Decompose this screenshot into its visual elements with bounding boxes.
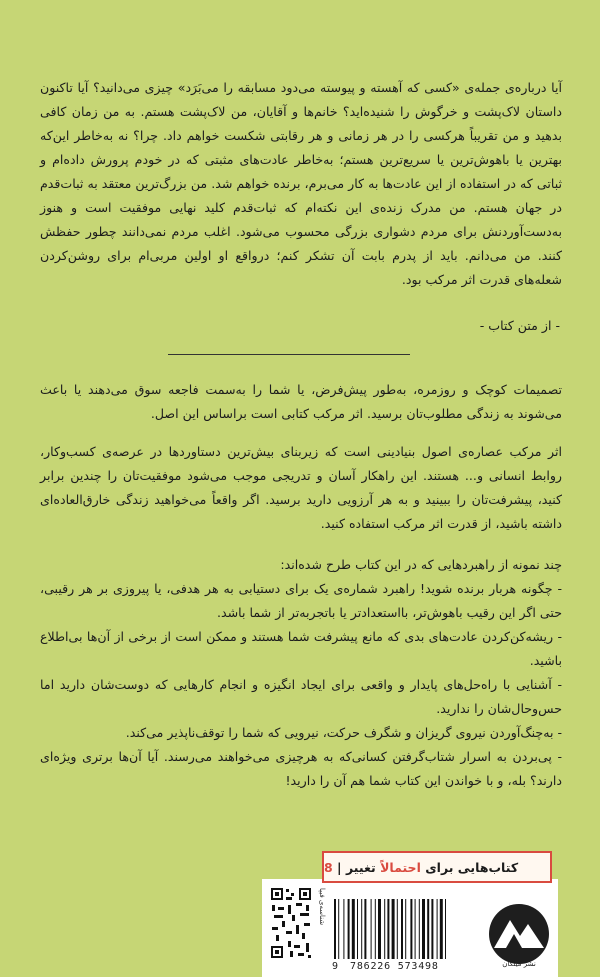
series-accent: احتمالاً — [380, 859, 421, 875]
excerpt-quote — [40, 76, 562, 292]
series-banner: کتاب‌هایی برای احتمالاً تغییر | 8 — [322, 851, 552, 883]
publisher-name: نشر میلکان — [502, 960, 536, 968]
list-item: - چگونه هربار برنده شوید! راهبرد شماره‌ی یک برای دستیابی به هر هدفی، یا پیروزی بر هر رقیبی، حتی اگر این رقیب باهوش‌تر، بااستعدادتر یا باتجربه‌تر از شما باشد. — [40, 581, 562, 620]
list-item: - پی‌بردن به اسرار شتاب‌گرفتن کسانی‌که به هرچیزی می‌خواهند می‌رسند. آیا آن‌ها برتری ویژه‌ای دارند؟ بله، و با خواندن این کتاب شما هم آن را دارید! — [40, 749, 562, 788]
excerpt-source: - از متن کتاب - — [479, 318, 560, 333]
excerpt-text: آیا درباره‌ی جمله‌ی «کسی که آهسته و پیوسته می‌دود مسابقه را می‌بَرَد» چیزی می‌دانید؟ آیا تاکنون داستان لاک‌پشت و خرگوش را شنیده‌اید؟ خانم‌ها و آقایان، من لاک‌پشت هستم. به من زمان کافی بدهید و من تقریباً هرکسی را در هر زمانی و هر رقابتی شکست خواهم داد. چرا؟ نه به‌خاطر این‌که بهترین یا باهوش‌ترین یا سریع‌ترین هستم؛ به‌خاطر عادت‌های مثبتی که در خودم پرورش داده‌ام و ثباتی که در استفاده از این عادت‌ها به کار می‌برم، برنده خواهم شد. من بزرگ‌ترین معتقد به ثبات‌قدم در جهان هستم. من مدرک زنده‌ی این نکته‌ام که ثبات‌قدم کلید نهایی موفقیت است و هنوز به‌دست‌آوردنش برای مردم دشواری بزرگی محسوب می‌شود. اغلب مردم نمی‌دانند چطور حفظش کنند. من می‌دانم. باید از پدرم بابت آن تشکر کنم؛ درواقع او اولین مربی‌ام برای روشن‌کردن شعله‌های قدرت اثر مرکب بود. — [40, 80, 562, 287]
series-number: 8 — [324, 859, 333, 875]
qr-caption: شناسه‌ی فیپا — [318, 888, 326, 926]
list-item: - ریشه‌کن‌کردن عادت‌های بدی که مانع پیشرفت شما هستند و ممکن است از برخی از آن‌ها بی‌اطلاع باشید. — [40, 629, 562, 668]
description-paragraph — [40, 440, 562, 536]
description-text: اثر مرکب عصاره‌ی اصول بنیادینی است که زیربنای بیش‌ترین دستاوردها در عرصه‌ی کسب‌وکار، روابط انسانی و... هستند. این راهکار آسان و تدریجی موجب می‌شود موفقیت‌تان را چندین برابر کنید، پیشرفت‌تان را ببینید و به هر آرزویی دارید برسید. اگر واقعاً می‌خواهید زندگی خارق‌العاده‌ای داشته باشید، از قدرت اثر مرکب استفاده کنید. — [40, 444, 562, 531]
intro-paragraph — [40, 378, 562, 426]
qr-code-icon — [268, 885, 314, 961]
strategies-list — [40, 553, 562, 793]
list-item: - آشنایی با راه‌حل‌های پایدار و واقعی برای ایجاد انگیزه و انجام کارهایی که دوست‌شان دارید اما حس‌وحال‌شان را ندارید. — [40, 677, 562, 716]
list-item: - به‌چنگ‌آوردن نیروی گریزان و شگرف حرکت، نیرویی که شما را توقف‌ناپذیر می‌کند. — [125, 725, 562, 740]
strategies-heading: چند نمونه از راهبردهایی که در این کتاب طرح شده‌اند: — [280, 557, 562, 572]
series-prefix: کتاب‌هایی برای — [425, 859, 519, 875]
series-suffix: تغییر — [345, 859, 376, 875]
barcode-digits: 786226 573498 — [350, 961, 439, 972]
intro-text: تصمیمات کوچک و روزمره، به‌طور پیش‌فرض، یا شما را به‌سمت فاجعه سوق می‌دهند یا باعث می‌شوند به زندگی مطلوب‌تان برسید. اثر مرکب کتابی است براساس این اصل. — [40, 382, 562, 421]
barcode-image — [332, 899, 504, 959]
section-divider — [168, 354, 410, 355]
barcode-lead-digit: 9 — [332, 961, 339, 972]
